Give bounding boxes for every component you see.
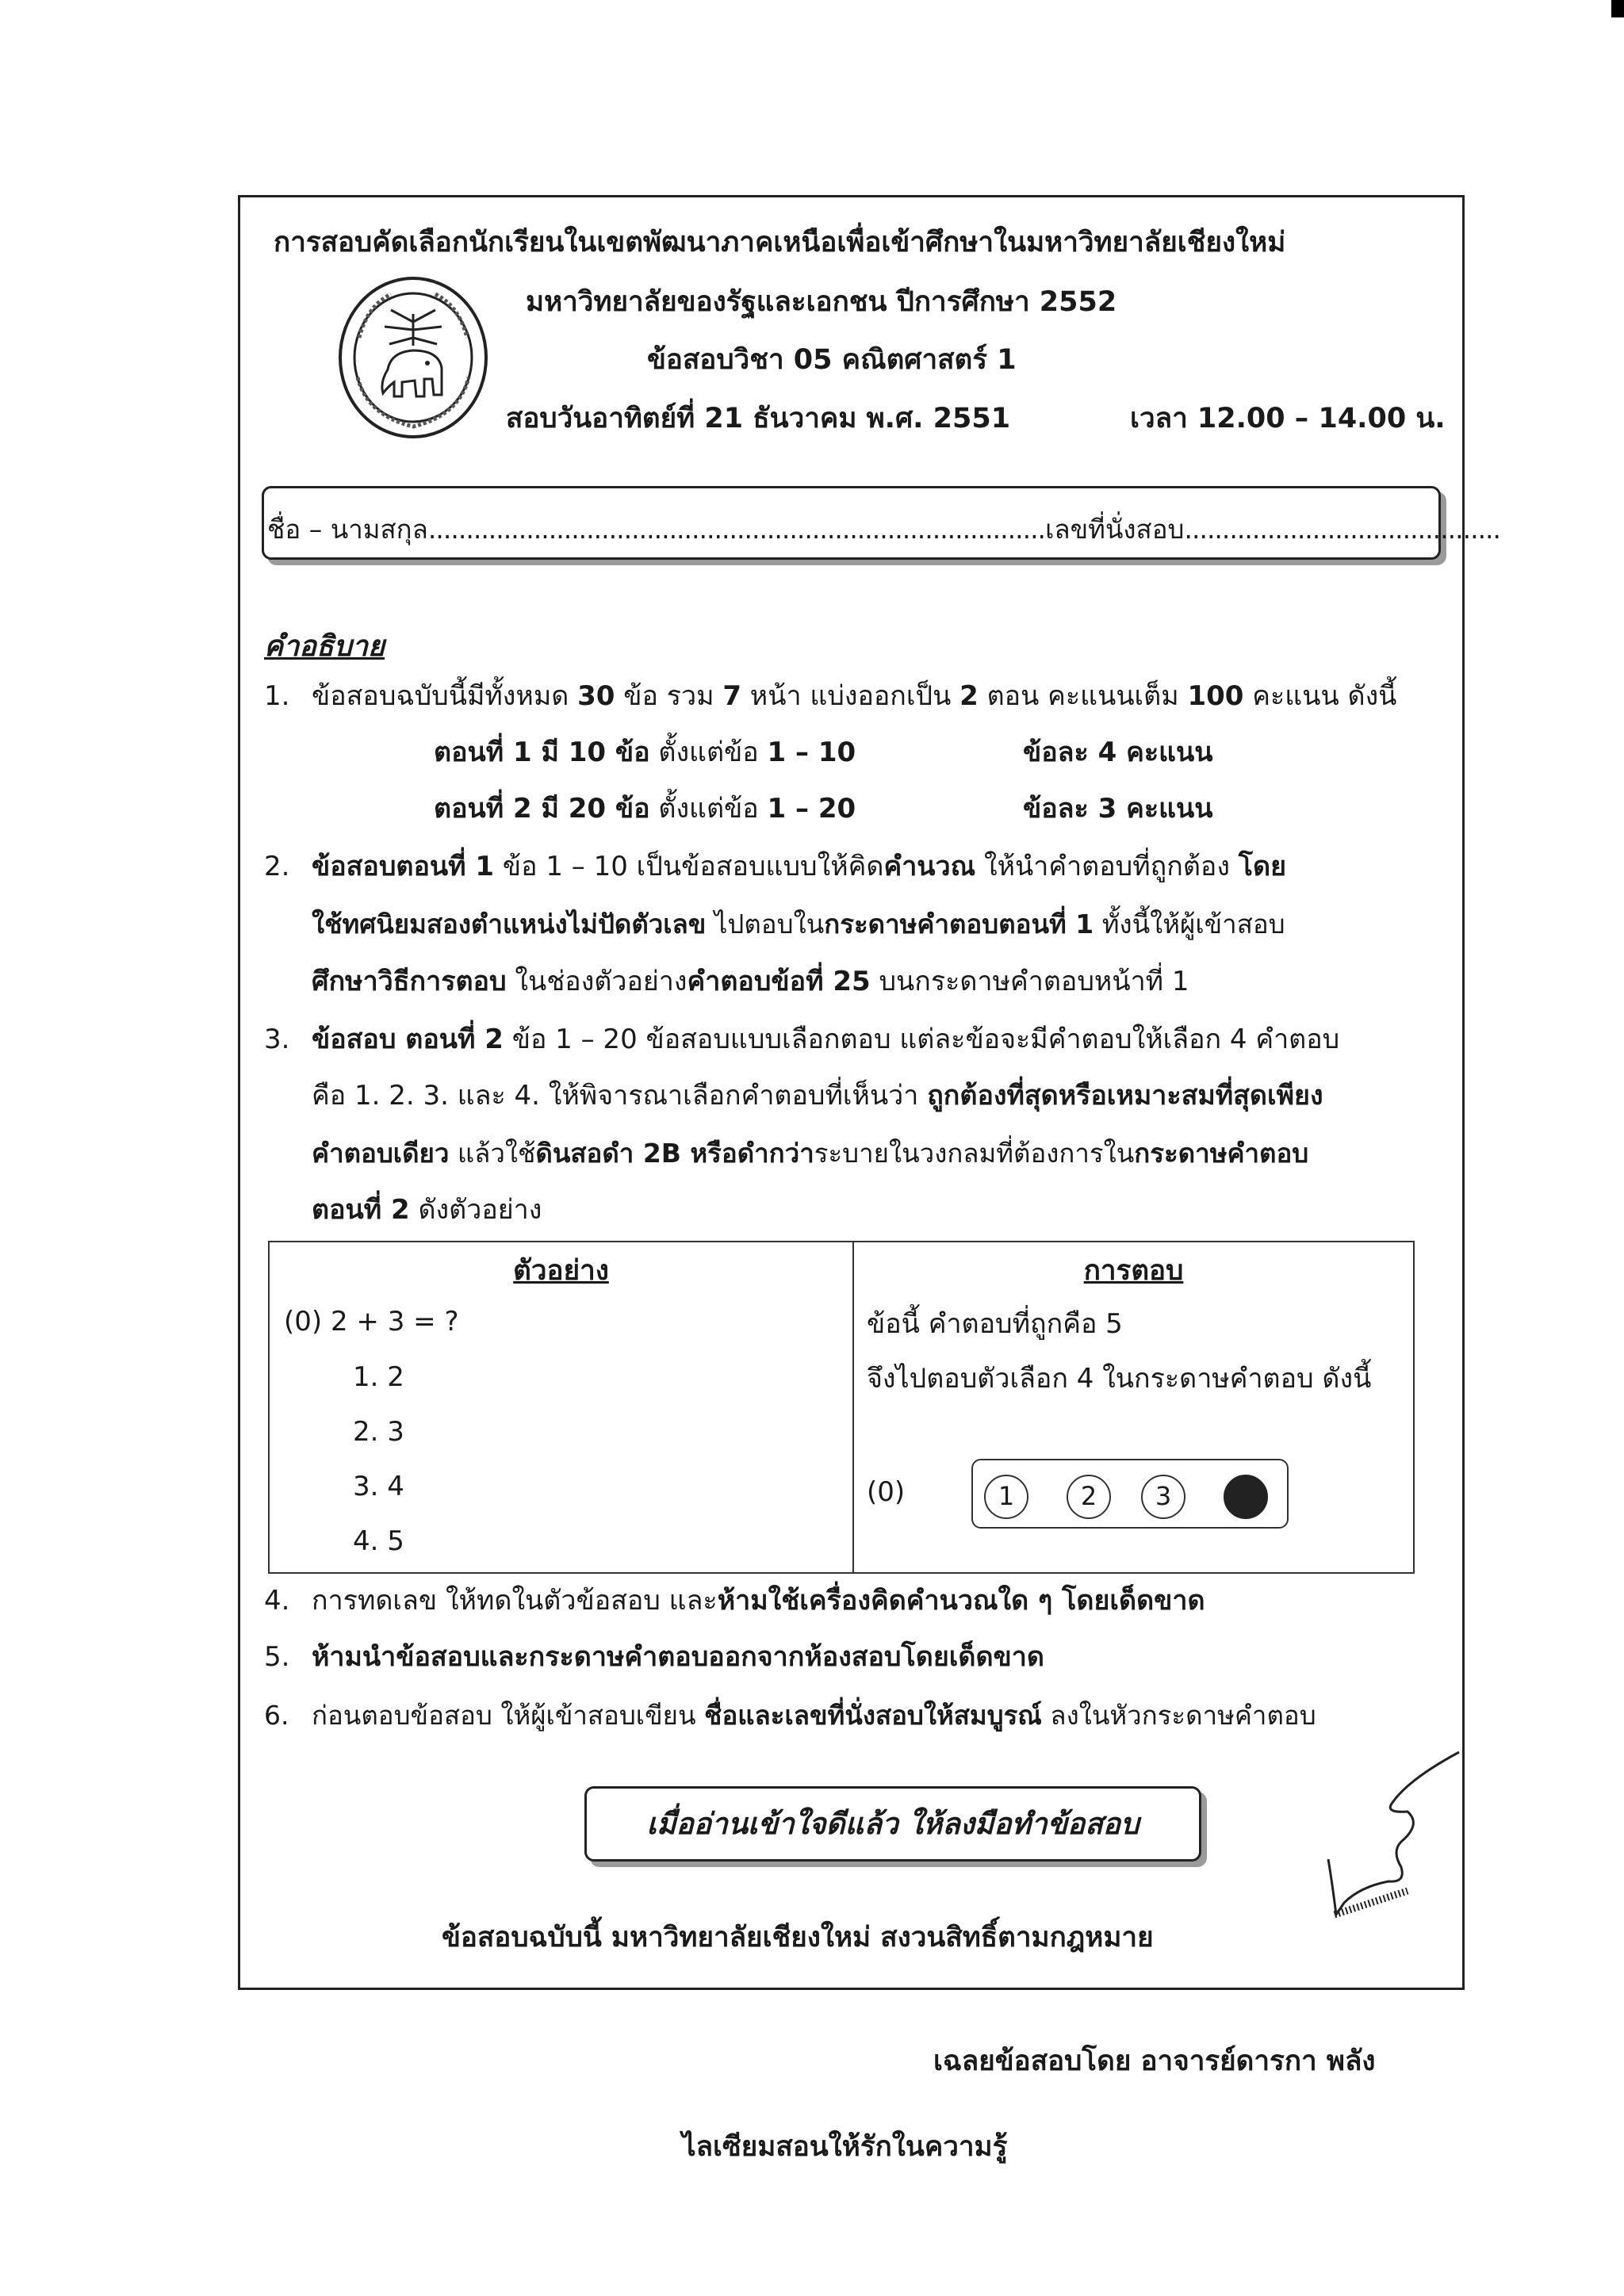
example-right-header: การตอบ	[1083, 1255, 1184, 1287]
name-field[interactable]	[267, 514, 1500, 545]
instruction-3-line4	[312, 1194, 542, 1226]
part1-score: ข้อละ 4 คะแนน	[1023, 737, 1213, 768]
answer-bubble-3[interactable]: 3	[1141, 1475, 1185, 1519]
text: ศึกษาวิธีการตอบ	[312, 966, 507, 997]
example-left-header: ตัวอย่าง	[513, 1255, 609, 1287]
university-seal-icon	[335, 274, 491, 441]
text: ตอนที่ 2	[312, 1194, 410, 1226]
text: ข้อ 1 – 10 เป็นข้อสอบแบบให้คิด	[494, 851, 884, 882]
instruction-1	[264, 680, 1396, 713]
text: ดังตัวอย่าง	[409, 1194, 542, 1226]
item-number: 6.	[264, 1700, 289, 1731]
item-number: 4.	[264, 1585, 290, 1617]
part2-score: ข้อละ 3 คะแนน	[1023, 793, 1213, 825]
exam-time: เวลา 12.00 – 14.00 น.	[1130, 403, 1446, 434]
text: หน้า แบ่งออกเป็น	[741, 680, 960, 712]
part2-info	[434, 793, 856, 825]
exam-date: สอบวันอาทิตย์ที่ 21 ธันวาคม พ.ศ. 2551	[506, 403, 1011, 434]
text: คำตอบเดียว	[312, 1138, 450, 1169]
exam-subject: ข้อสอบวิชา 05 คณิตศาสตร์ 1	[647, 344, 1017, 376]
text: ข้อ 1 – 20 ข้อสอบแบบเลือกตอบ แต่ละข้อจะมีคำตอบให้เลือก 4 คำตอบ	[503, 1024, 1340, 1055]
scan-corner-mark	[1611, 0, 1624, 17]
seat-dots: ..........................................	[1184, 514, 1501, 545]
instruction-3-line1	[264, 1024, 1339, 1056]
handwritten-signature	[1312, 1748, 1471, 1931]
answer-bubble-1[interactable]: 1	[984, 1475, 1028, 1519]
text: ก่อนตอบข้อสอบ ให้ผู้เข้าสอบเขียน	[312, 1700, 705, 1731]
text: 1 – 20	[767, 793, 856, 825]
answer-key-author: เฉลยข้อสอบโดย อาจารย์ดารกา พลัง	[933, 2045, 1376, 2077]
text: ให้นำคำตอบที่ถูกต้อง	[975, 851, 1239, 882]
text: ข้อ รวม	[615, 680, 723, 712]
item-number: 1.	[264, 680, 290, 712]
instruction-2-line2	[312, 909, 1285, 940]
answer-bubble-row	[971, 1459, 1289, 1529]
text: 30	[577, 680, 615, 712]
instructions-title: คำอธิบาย	[264, 630, 385, 663]
text: ระบายในวงกลมที่ต้องการใน	[814, 1138, 1135, 1169]
name-label: ชื่อ – นามสกุล	[267, 514, 428, 545]
text: ข้อสอบฉบับนี้มีทั้งหมด	[312, 680, 578, 712]
instruction-2-line3	[312, 966, 1189, 998]
text: ห้ามใช้เครื่องคิดคำนวณใด ๆ โดยเด็ดขาด	[717, 1585, 1205, 1617]
answer-bubble-4-filled[interactable]	[1224, 1475, 1268, 1519]
text: ถูกต้องที่สุดหรือเหมาะสมที่สุดเพียง	[927, 1080, 1323, 1112]
text: ไปตอบใน	[706, 909, 825, 939]
part1-info	[434, 737, 856, 769]
example-option-2: 2. 3	[353, 1416, 404, 1448]
instruction-3-line3	[312, 1138, 1308, 1169]
example-question: (0) 2 + 3 = ?	[284, 1306, 459, 1337]
example-option-1: 1. 2	[353, 1361, 404, 1393]
start-exam-notice: เมื่ออ่านเข้าใจดีแล้ว ให้ลงมือทำข้อสอบ	[584, 1786, 1201, 1862]
exam-title-line2: มหาวิทยาลัยของรัฐและเอกชน ปีการศึกษา 2552	[526, 286, 1117, 318]
text: บนกระดาษคำตอบหน้าที่ 1	[870, 966, 1189, 997]
text: 7	[722, 680, 741, 712]
text: คือ 1. 2. 3. และ 4. ให้พิจารณาเลือกคำตอบที่เห็นว่า	[312, 1080, 928, 1112]
text: กระดาษคำตอบ	[1134, 1138, 1309, 1169]
item-number: 3.	[264, 1024, 290, 1055]
example-answer-line1: ข้อนี้ คำตอบที่ถูกคือ 5	[867, 1308, 1123, 1340]
example-answer-line2: จึงไปตอบตัวเลือก 4 ในกระดาษคำตอบ ดังนี้	[867, 1363, 1372, 1395]
text: ในช่องตัวอย่าง	[506, 966, 688, 997]
example-answer-label: (0)	[867, 1476, 906, 1508]
exam-title-line1: การสอบคัดเลือกนักเรียนในเขตพัฒนาภาคเหนือเพื่อเข้าศึกษาในมหาวิทยาลัยเชียงใหม่	[274, 227, 1286, 258]
answer-bubble-2[interactable]: 2	[1067, 1475, 1111, 1519]
text: ข้อสอบตอนที่ 1	[312, 851, 495, 882]
text: คะแนน ดังนี้	[1243, 680, 1397, 712]
text: 100	[1187, 680, 1244, 712]
item-number: 5.	[264, 1641, 290, 1673]
text: ตอนที่ 1 มี 10 ข้อ	[434, 737, 650, 768]
text: ชื่อและเลขที่นั่งสอบให้สมบูรณ์	[704, 1700, 1042, 1731]
text: 1 – 10	[767, 737, 856, 768]
seat-label: เลขที่นั่งสอบ	[1045, 514, 1185, 545]
instruction-4	[264, 1585, 1205, 1617]
example-left-cell	[269, 1242, 853, 1573]
copyright-notice: ข้อสอบฉบับนี้ มหาวิทยาลัยเชียงใหม่ สงวนสิทธิ์ตามกฎหมาย	[442, 1922, 1154, 1954]
text: แล้วใช้	[449, 1138, 536, 1169]
text: ตั้งแต่ข้อ	[649, 793, 768, 825]
text: ทั้งนี้ให้ผู้เข้าสอบ	[1094, 909, 1285, 939]
text: กระดาษคำตอบตอนที่ 1	[824, 909, 1094, 939]
example-option-4: 4. 5	[353, 1525, 404, 1557]
text: ข้อสอบ ตอนที่ 2	[312, 1024, 504, 1055]
example-option-3: 3. 4	[353, 1471, 404, 1502]
text: การทดเลข ให้ทดในตัวข้อสอบ และ	[312, 1585, 718, 1617]
instruction-2-line1	[264, 851, 1286, 883]
text: 2	[959, 680, 979, 712]
text: คำนวณ	[883, 851, 976, 882]
item-number: 2.	[264, 851, 290, 882]
instruction-6	[264, 1700, 1316, 1732]
instruction-5	[264, 1641, 1044, 1674]
instruction-3-line2	[312, 1080, 1323, 1112]
text: ตอนที่ 2 มี 20 ข้อ	[434, 793, 650, 825]
text: ใช้ทศนิยมสองตำแหน่งไม่ปัดตัวเลข	[312, 909, 707, 939]
text: โดย	[1238, 851, 1287, 882]
school-slogan: ไลเซียมสอนให้รักในความรู้	[682, 2131, 1008, 2163]
text: ลงในหัวกระดาษคำตอบ	[1041, 1700, 1316, 1731]
text: ห้ามนำข้อสอบและกระดาษคำตอบออกจากห้องสอบโดยเด็ดขาด	[312, 1641, 1044, 1673]
text: คำตอบข้อที่ 25	[687, 966, 871, 997]
text: ตั้งแต่ข้อ	[649, 737, 768, 768]
text: ดินสอดำ 2B หรือดำกว่า	[535, 1138, 814, 1169]
text: ตอน คะแนนเต็ม	[978, 680, 1188, 712]
name-dots: ..................................................................................	[427, 514, 1046, 545]
